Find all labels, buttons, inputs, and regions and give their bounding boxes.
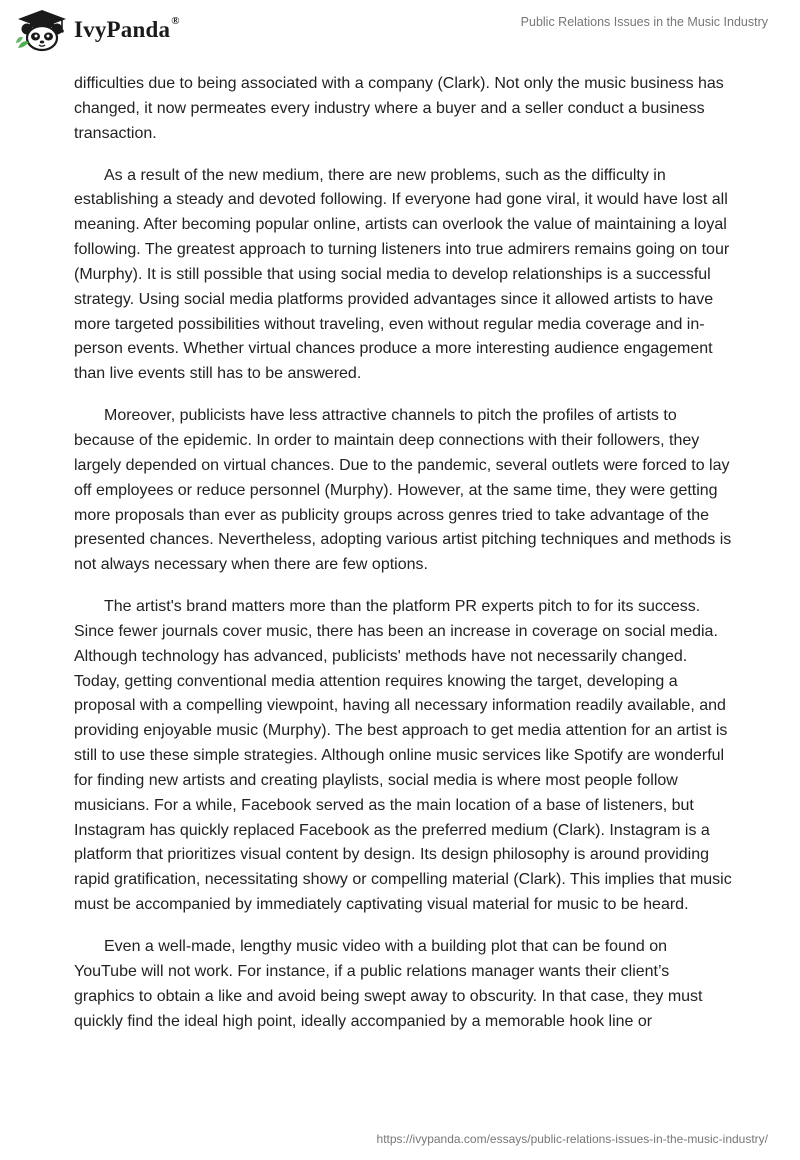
essay-body [74,72,734,1051]
paragraph: The artist's brand matters more than the platform PR experts pitch to for its success. Since fewer journals cover music, there has been an increase in coverage on social media. Although technology has advanced, publicists' methods have not necessarily changed. Today, getting conventional media attention requires knowing the target, developing a proposal with a compelling viewpoint, having all necessary information readily available, and providing enjoyable music (Murphy). The best approach to get media attention for an artist is still to use these simple strategies. Although online music services like Spotify are wonderful for finding new artists and creating playlists, social media is where most people follow musicians. For a while, Facebook served as the main location of a base of listeners, but Instagram has quickly replaced Facebook as the preferred medium (Clark). Instagram is a platform that prioritizes visual content by design. Its design philosophy is around providing rapid gratification, necessitating showy or compelling material (Clark). This implies that music must be accompanied by immediately captivating visual material for music to be heard. [74,598,732,914]
brand-logo[interactable] [14,8,180,52]
paragraph: difficulties due to being associated with a company (Clark). Not only the music business has changed, it now permeates every industry where a buyer and a seller conduct a business transaction. [74,75,724,142]
panda-logo-icon [14,8,70,52]
brand-name: IvyPanda® [74,15,180,42]
paragraph: As a result of the new medium, there are new problems, such as the difficulty in establishing a steady and devoted following. If everyone had gone viral, it would have lost all meaning. After becoming popular online, artists can overlook the value of maintaining a loyal following. The greatest approach to turning listeners into true admirers remains going on tour (Murphy). It is still possible that using social media to develop relationships is a successful strategy. Using social media platforms provided advantages since it allowed artists to have more targeted possibilities without traveling, even without regular media coverage and in-person events. Whether virtual chances produce a more interesting audience engagement than live events still has to be answered. [74,166,730,383]
source-url[interactable]: https://ivypanda.com/essays/public-relations-issues-in-the-music-industry/ [376,1132,768,1146]
document-title: Public Relations Issues in the Music Industry [520,15,768,29]
paragraph: Moreover, publicists have less attractive channels to pitch the profiles of artists to because of the epidemic. In order to maintain deep connections with their followers, they largely depended on virtual chances. Due to the pandemic, several outlets were forced to lay off employees or reduce personnel (Murphy). However, at the same time, they were getting more proposals than ever as publicity groups across genres tried to take advantage of the presented chances. Nevertheless, adopting various artist pitching techniques and methods is not always necessary when there are few options. [74,407,732,574]
page-header [0,0,800,62]
paragraph: Even a well-made, lengthy music video with a building plot that can be found on YouTube will not work. For instance, if a public relations manager wants their client’s graphics to obtain a like and avoid being swept away to obscurity. In that case, they must quickly find the ideal high point, ideally accompanied by a memorable hook line or [74,938,703,1030]
